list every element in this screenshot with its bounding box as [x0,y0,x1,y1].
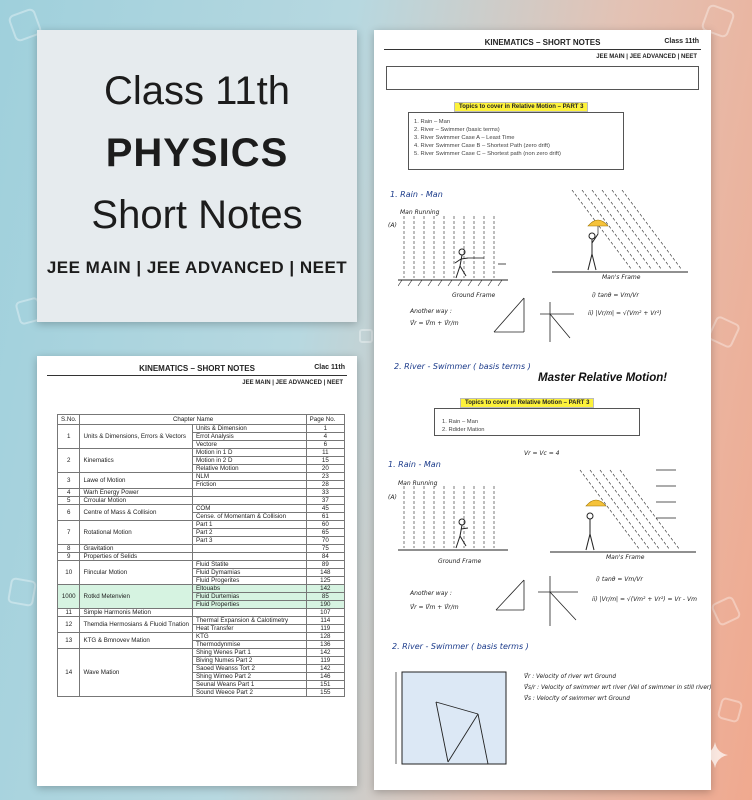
toc-page-no: 45 [306,505,344,513]
toc-subtopic [192,497,306,505]
toc-page-no: 28 [306,481,344,489]
label-ground-frame: Ground Frame [452,292,496,299]
notes-header-rule [384,49,701,50]
tan-equation-b: i) tanθ = Vm/Vr [596,576,643,583]
section-river-swimmer-b: 2. River - Swimmer ( basis terms ) [392,642,529,651]
toc-page-no: 190 [306,601,344,609]
cover-class: Class 11th [103,69,290,113]
toc-subtopic: Friction [192,481,306,489]
toc-subtopic: Fluid Durtemias [192,593,306,601]
vector-triangles-2 [494,570,594,634]
table-row [58,609,345,617]
toc-page-no: 114 [306,617,344,625]
toc-header-row [58,415,345,425]
toc-page-no: 20 [306,465,344,473]
topic-item: 1. Rain – Man [414,119,451,125]
toc-page-no: 142 [306,649,344,657]
toc-chapter: Simple Harmonis Metion [80,609,192,617]
notes-page-title: KINEMATICS – SHORT NOTES [484,38,601,47]
table-row [58,545,345,553]
toc-sno: 12 [58,617,80,633]
toc-sno: 11 [58,609,80,617]
table-row [58,505,345,513]
toc-subtopic: Motion in 2 D [192,457,306,465]
toc-subtopic: Fluid Properties [192,601,306,609]
table-row [58,649,345,657]
toc-page-no: 37 [306,497,344,505]
toc-chapter: Lawe of Motion [80,473,192,489]
toc-chapter: Themdia Hermosians & Fluoid Tnation [80,617,192,633]
toc-chapter: Units & Dimensions, Errors & Vectors [80,425,192,449]
vector-equation-b: V⃗r = V⃗m + V⃗r/m [410,604,459,611]
legend-item: V⃗s : Velocity of swimmer wrt Ground [524,696,630,702]
toc-subtopic: Cense. of Momentam & Collision [192,513,306,521]
toc-page-no: 146 [306,673,344,681]
toc-subtopic: Fluid Dymamias [192,569,306,577]
toc-subtopic: Thermal Expansion & Calotimetry [192,617,306,625]
toc-page-no: 23 [306,473,344,481]
toc-sno: 10 [58,561,80,585]
toc-subtopic: COM [192,505,306,513]
toc-header-chapter: Chapter Name [80,415,306,425]
toc-page-no: 128 [306,633,344,641]
toc-page-no: 65 [306,529,344,537]
river-legend [524,672,712,705]
toc-page-no: 119 [306,657,344,665]
toc-chapter: KTG & Bmnovev Mation [80,633,192,649]
topics-list-1 [414,118,561,158]
toc-class-label: Clac 11th [314,364,345,371]
toc-sno: 8 [58,545,80,553]
label-man-running-b: Man Running [398,480,438,487]
table-row [58,553,345,561]
toc-page-no: 84 [306,553,344,561]
toc-page-no: 89 [306,561,344,569]
toc-sno: 9 [58,553,80,561]
label-ground-frame-b: Ground Frame [438,558,482,565]
toc-page-no: 4 [306,433,344,441]
topics-title-2: Topics to cover in Relative Motion – PART 3 [460,398,594,408]
toc-chapter: Flincular Motion [80,561,192,585]
toc-sno: 4 [58,489,80,497]
topics-list-2 [442,418,485,434]
toc-sno: 2 [58,449,80,473]
label-a: (A) [388,222,397,229]
toc-subtopic: Part 2 [192,529,306,537]
toc-chapter: Gravitation [80,545,192,553]
table-row [58,521,345,529]
section-river-swimmer: 2. River - Swimmer ( basis terms ) [394,362,531,371]
toc-page-no: 33 [306,489,344,497]
rain-mans-frame-diagram [552,190,692,280]
toc-header-sno: S.No. [58,415,80,425]
toc-chapter: Rotational Motion [80,521,192,545]
table-row [58,585,345,593]
toc-subtopic: Errot Analysis [192,433,306,441]
label-another-way: Another way : [410,308,452,315]
toc-subtopic: Vectore [192,441,306,449]
toc-chapter: Centre of Mass & Collision [80,505,192,521]
toc-header-page: Page No. [306,415,344,425]
cover-notes: Short Notes [91,193,303,237]
toc-page-no: 70 [306,537,344,545]
toc-subtopic: Shing Wimeo Part 2 [192,673,306,681]
toc-sno: 6 [58,505,80,521]
toc-subtopic: Shing Wenes Part 1 [192,649,306,657]
section-rain-man-b: 1. Rain - Man [388,460,441,469]
cover-title-card [37,30,357,322]
toc-page-no: 136 [306,641,344,649]
toc-page-no: 75 [306,545,344,553]
toc-exam-line: JEE MAIN | JEE ADVANCED | NEET [242,380,343,386]
magnitude-equation: ii) |Vr/m| = √(Vm² + Vr²) [588,310,662,317]
toc-page-no: 15 [306,457,344,465]
toc-page-no: 1 [306,425,344,433]
table-row [58,561,345,569]
toc-chapter: Kinematics [80,449,192,473]
toc-subtopic: NLM [192,473,306,481]
topic-item: 2. Rdider Mation [442,427,485,433]
toc-subtopic: Fluid Statite [192,561,306,569]
toc-page-no: 85 [306,593,344,601]
river-diagram [392,664,510,774]
vector-triangles-1 [490,292,646,348]
topic-item: 3. River Swimmer Case A – Least Time [414,135,515,141]
label-another-way-b: Another way : [410,590,452,597]
notes-page [374,30,711,790]
label-vr-vc: Vr = Vc = 4 [524,450,560,457]
toc-subtopic: Saoed Weanss Tort 2 [192,665,306,673]
notes-class-label: Class 11th [664,38,699,45]
toc-sno: 14 [58,649,80,697]
toc-subtopic [192,553,306,561]
toc-subtopic: Units & Dimension [192,425,306,433]
toc-subtopic [192,489,306,497]
toc-body [58,425,345,697]
table-row [58,617,345,625]
topic-item: 5. River Swimmer Case C – Shortest path (non zero drift) [414,151,561,157]
toc-table [57,414,345,697]
rain-ground-frame-diagram-b [398,486,518,566]
topics-title-1: Topics to cover in Relative Motion – PART 3 [454,102,588,112]
toc-subtopic: Thermodynmise [192,641,306,649]
rain-mans-frame-diagram-b [550,460,700,560]
notes-exam-line: JEE MAIN | JEE ADVANCED | NEET [596,54,697,60]
label-mans-frame: Man's Frame [602,274,641,281]
toc-header-rule [47,375,347,376]
table-row [58,449,345,457]
legend-item: V⃗r : Velocity of river wrt Ground [524,674,617,680]
topic-item: 4. River Swimmer Case B – Shortest Path (zero drift) [414,143,550,149]
table-row [58,633,345,641]
toc-page-no: 61 [306,513,344,521]
tan-equation: i) tanθ = Vm/Vr [592,292,639,299]
topic-item: 1. Rain – Man [442,419,479,425]
toc-subtopic: Eltouabs [192,585,306,593]
toc-page-no: 60 [306,521,344,529]
toc-subtopic: Seunal Weans Part 1 [192,681,306,689]
toc-chapter: Rotkd Metenvien [80,585,192,609]
toc-sno: 7 [58,521,80,545]
toc-page-no: 119 [306,625,344,633]
toc-subtopic [192,545,306,553]
vector-equation: V⃗r = V⃗m + V⃗r/m [410,320,459,327]
toc-page-no: 6 [306,441,344,449]
topic-item: 2. River – Swimmer (basic terms) [414,127,500,133]
section-rain-man: 1. Rain - Man [390,190,443,199]
toc-chapter: Wave Mation [80,649,192,697]
legend-item: V⃗s/r : Velocity of swimmer wrt river (Vel of swimmer in still river) [524,685,712,691]
toc-subtopic [192,609,306,617]
toc-subtopic: Fluid Progerites [192,577,306,585]
label-man-running: Man Running [400,209,440,216]
notes-empty-box [386,66,699,90]
rain-ground-frame-diagram [398,216,518,296]
cover-exams: JEE MAIN | JEE ADVANCED | NEET [46,258,348,277]
toc-page-no: 142 [306,585,344,593]
master-relative-motion: Master Relative Motion! [538,372,668,384]
table-row [58,497,345,505]
sparkle-icon [700,740,730,770]
toc-page-no: 107 [306,609,344,617]
label-a-b: (A) [388,494,397,501]
table-row [58,473,345,481]
toc-subtopic: Heat Transfer [192,625,306,633]
toc-page-no: 125 [306,577,344,585]
toc-subtopic: Motion in 1 D [192,449,306,457]
toc-sno: 13 [58,633,80,649]
toc-subtopic: Part 3 [192,537,306,545]
toc-sno: 1 [58,425,80,449]
toc-subtopic: Sound Weece Part 2 [192,689,306,697]
toc-page-no: 155 [306,689,344,697]
table-row [58,425,345,433]
toc-chapter: Properties of Selids [80,553,192,561]
cover-subject: PHYSICS [105,131,289,175]
toc-chapter: Crroular Motion [80,497,192,505]
toc-page-no: 151 [306,681,344,689]
toc-subtopic: Part 1 [192,521,306,529]
toc-sno: 5 [58,497,80,505]
toc-page-title: KINEMATICS – SHORT NOTES [139,364,255,373]
toc-subtopic: Relative Motion [192,465,306,473]
magnitude-equation-b: ii) |Vr/m| = √(Vm² + Vr²) = Vr - Vm [592,596,697,603]
toc-sno: 1000 [58,585,80,609]
label-mans-frame-b: Man's Frame [606,554,645,561]
toc-page [37,356,357,786]
toc-subtopic: Biving Numes Part 2 [192,657,306,665]
toc-chapter: Warh Energy Power [80,489,192,497]
toc-page-no: 11 [306,449,344,457]
toc-subtopic: KTG [192,633,306,641]
table-row [58,489,345,497]
toc-sno: 3 [58,473,80,489]
toc-page-no: 142 [306,665,344,673]
toc-page-no: 148 [306,569,344,577]
